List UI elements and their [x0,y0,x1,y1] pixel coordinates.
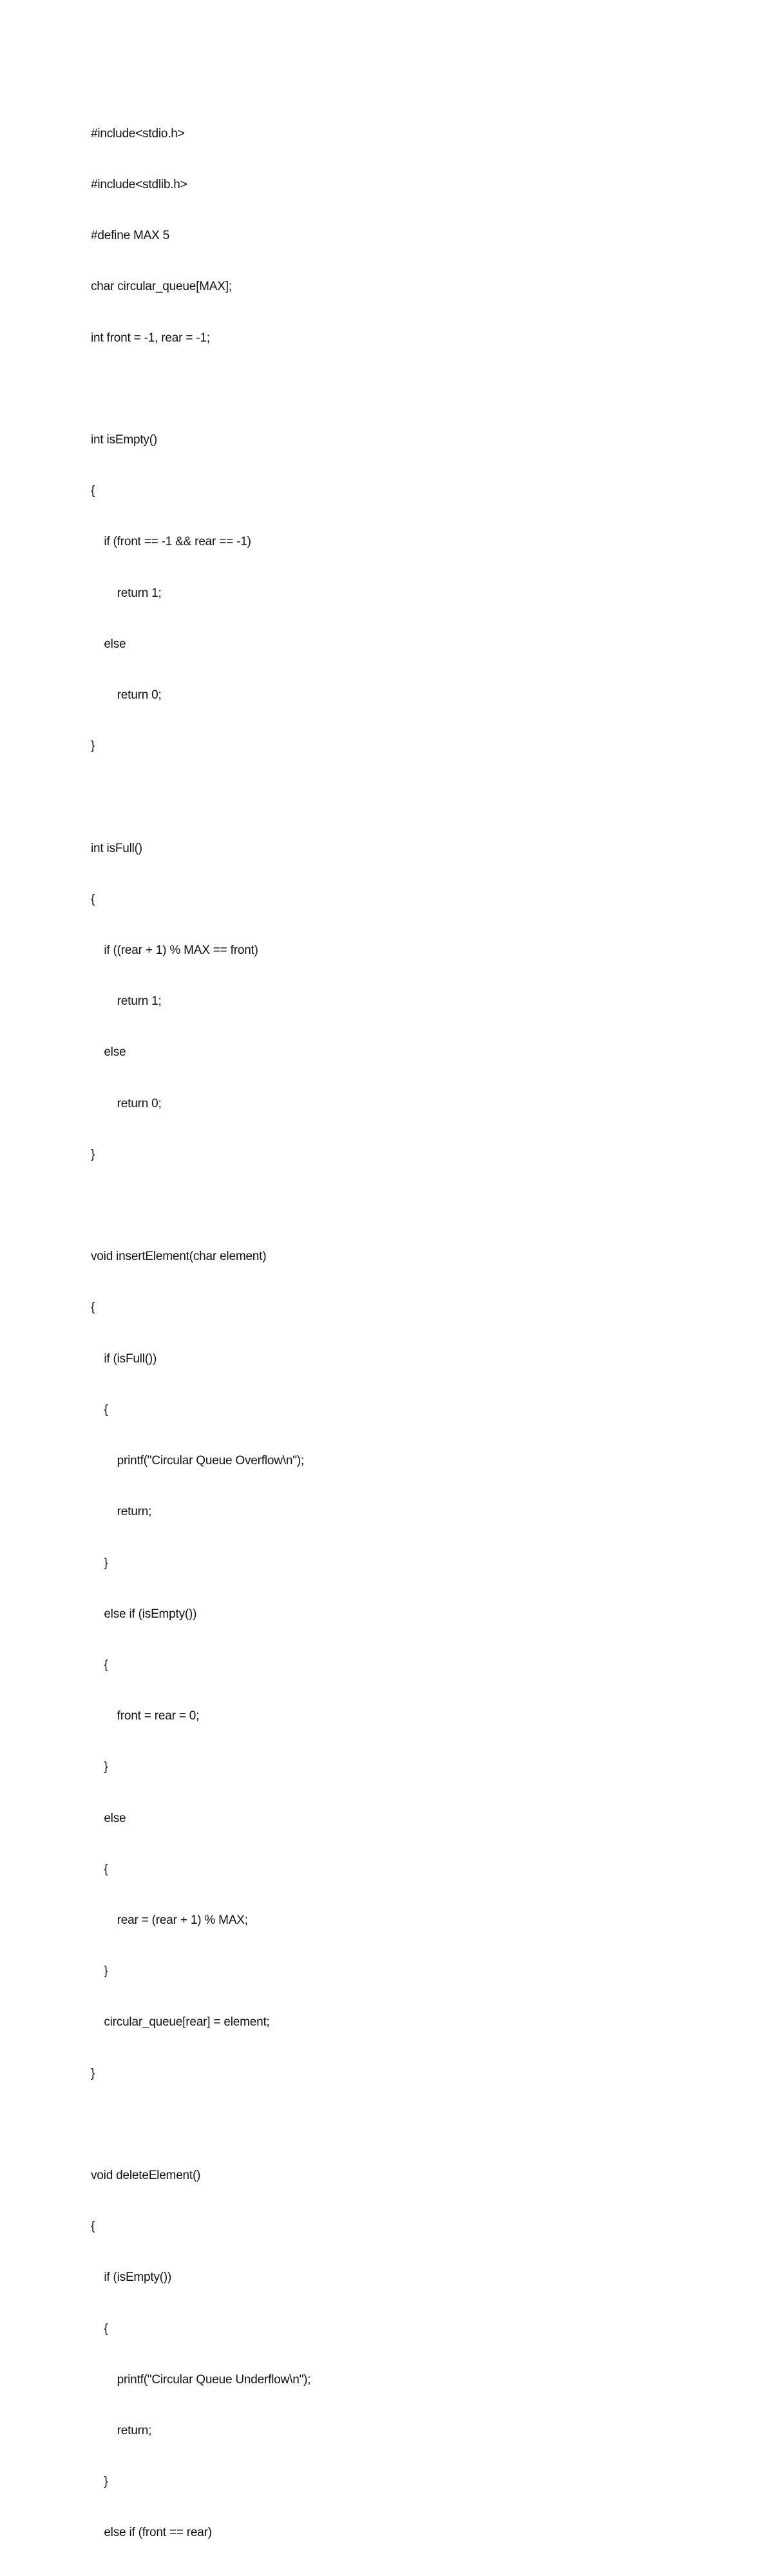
code-line: #include<stdio.h> [91,126,185,140]
code-line [91,381,703,398]
code-line: void insertElement(char element) [91,1250,267,1264]
code-line: int isFull() [91,841,142,855]
code-line: } [91,1964,108,1979]
code-line: } [91,739,95,753]
code-line: #define MAX 5 [91,229,170,243]
code-line: rear = (rear + 1) % MAX; [91,1913,248,1927]
code-line [91,789,703,806]
code-line: return 0; [91,1096,162,1110]
code-line: { [91,892,95,906]
code-listing [91,92,703,2576]
code-line: } [91,2066,95,2080]
code-line: { [91,1862,108,1876]
code-line: int isEmpty() [91,433,157,447]
code-line: { [91,2220,95,2234]
code-line: else [91,1811,126,1825]
code-line: return; [91,2423,152,2437]
code-line [91,2116,703,2133]
code-line [91,1197,703,1214]
code-line: } [91,2475,108,2489]
code-line: { [91,1658,108,1672]
code-line: { [91,2321,108,2336]
code-line: else [91,1045,126,1060]
code-line: } [91,1147,95,1161]
code-line: { [91,484,95,498]
code-line: { [91,1402,108,1417]
code-line: front = rear = 0; [91,1709,200,1723]
code-line: printf("Circular Queue Overflow\n"); [91,1454,304,1468]
code-line: if (isFull()) [91,1351,157,1366]
code-line: else if (isEmpty()) [91,1607,197,1621]
code-line: return 0; [91,688,162,702]
code-line: char circular_queue[MAX]; [91,280,232,294]
code-line: if ((rear + 1) % MAX == front) [91,944,258,958]
code-line: } [91,1556,108,1570]
code-line: circular_queue[rear] = element; [91,2015,270,2029]
code-line: if (front == -1 && rear == -1) [91,535,251,549]
code-line: { [91,1301,95,1315]
code-line: printf("Circular Queue Underflow\n"); [91,2372,311,2387]
code-line: #include<stdlib.h> [91,178,187,192]
code-line: return 1; [91,586,162,600]
code-line: void deleteElement() [91,2168,201,2182]
code-line: int front = -1, rear = -1; [91,331,210,345]
code-line: if (isEmpty()) [91,2271,172,2285]
code-line: else [91,637,126,651]
code-line: else if (front == rear) [91,2526,212,2540]
code-line: return; [91,1505,152,1519]
code-line: return 1; [91,994,162,1009]
code-line: } [91,1760,108,1774]
